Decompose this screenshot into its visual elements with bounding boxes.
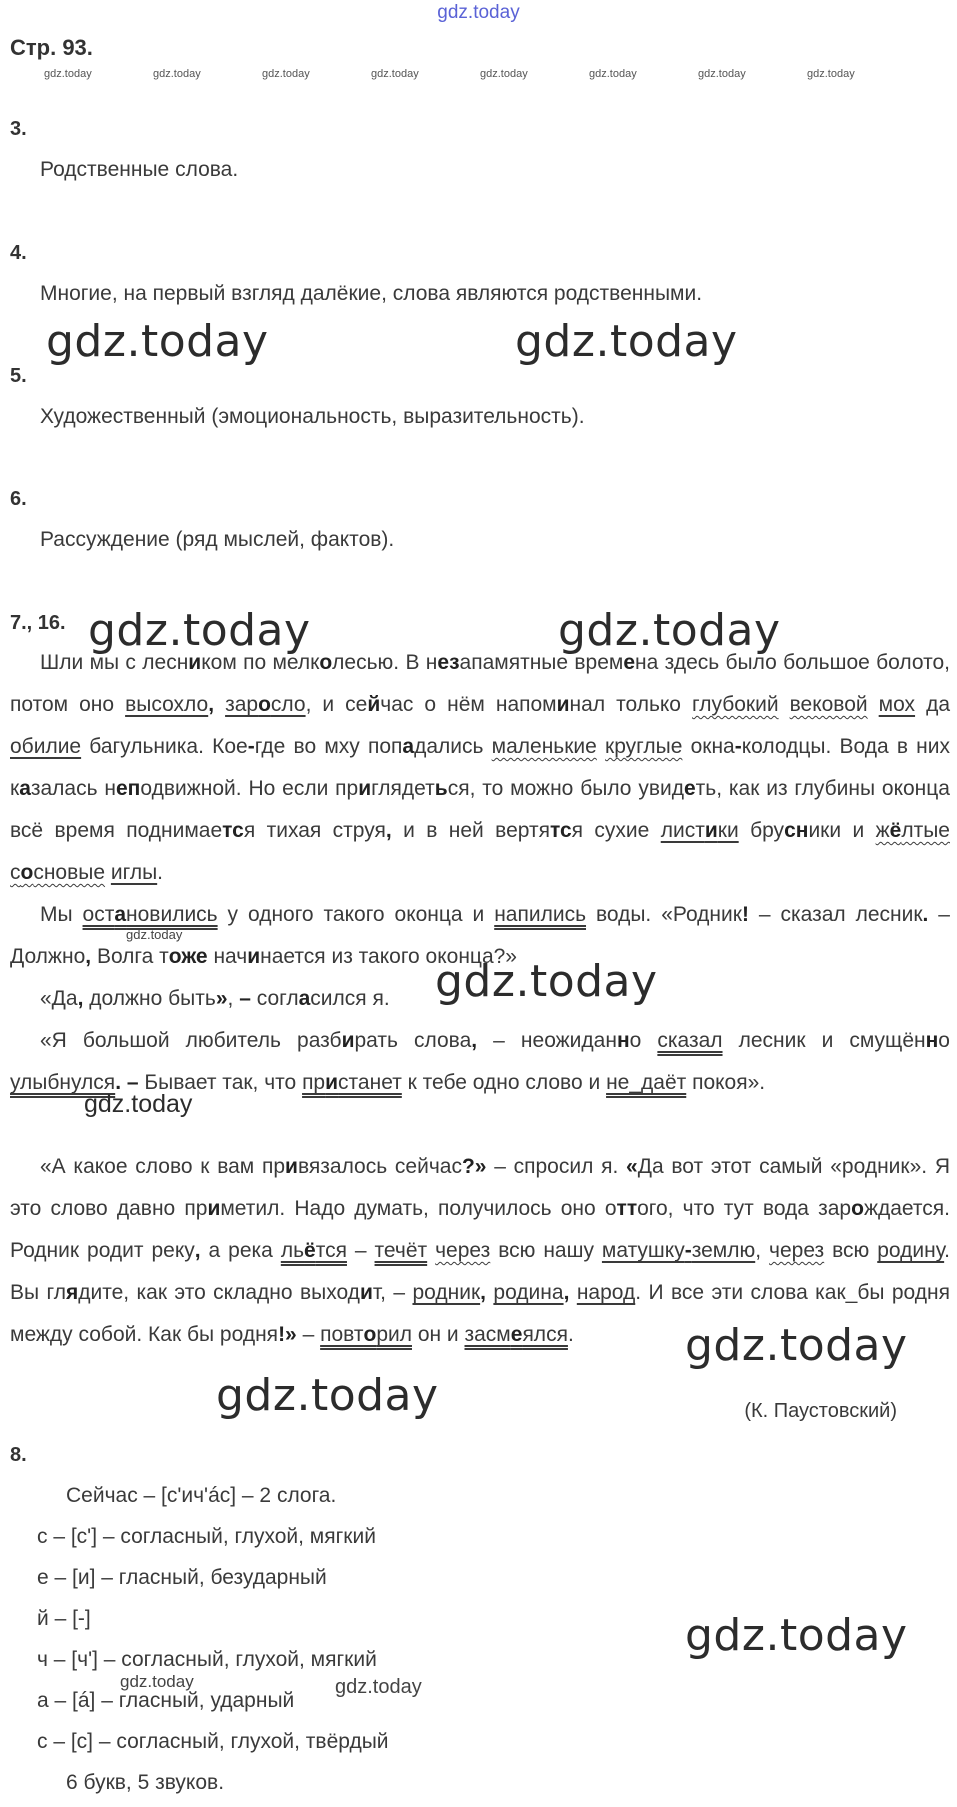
phonetic-line: е – [и] – гласный, безударный	[37, 1566, 327, 1589]
phonetic-line: й – [-]	[37, 1607, 91, 1630]
watermark-row	[44, 68, 916, 80]
watermark-large: gdz.today	[558, 605, 781, 656]
task-number: 7., 16.	[10, 612, 66, 634]
watermark-large: gdz.today	[685, 1610, 908, 1661]
text-paragraph: Мы остановились у одного такого оконца и напились воды. «Родник! – сказал лесник. – Должно, Волга тоже начинается из такого оконца?»	[10, 903, 950, 968]
text-paragraph: «А какое слово к вам привязалось сейчас?» – спросил я. «Да вот этот самый «родник». Я это слово давно приметил. Надо думать, получилось оно оттого, что тут вода зарождается. Родник родит реку, а река льётся – течёт через всю нашу матушку-землю, через всю родину. Вы глядите, как это складно выходит, – родник, родина, народ. И все эти слова как_бы родня между собой. Как бы родня!» – повторил он и засмеялся.	[10, 1155, 951, 1346]
watermark-medium: gdz.today	[84, 1090, 193, 1118]
watermark-large: gdz.today	[216, 1370, 439, 1421]
text-paragraph: «Да, должно быть», – согласился я.	[40, 987, 390, 1010]
task-number: 4.	[10, 242, 27, 264]
watermark-top: gdz.today	[437, 2, 520, 23]
watermark-small: gdz.today	[698, 68, 746, 80]
watermark-large: gdz.today	[685, 1320, 908, 1371]
watermark-large: gdz.today	[88, 605, 311, 656]
task-answer: Рассуждение (ряд мыслей, фактов).	[40, 528, 395, 551]
author-signature: (К. Паустовский)	[744, 1400, 897, 1422]
task-answer: Родственные слова.	[40, 158, 239, 181]
watermark-small: gdz.today	[153, 68, 201, 80]
watermark-large: gdz.today	[515, 316, 738, 367]
phonetic-line: ч – [ч'] – согласный, глухой, мягкий	[37, 1648, 377, 1671]
task-answer: Художественный (эмоциональность, выразительность).	[40, 405, 585, 428]
phonetic-line: 6 букв, 5 звуков.	[66, 1771, 225, 1794]
phonetic-line: а – [á] – гласный, ударный	[37, 1689, 295, 1712]
page-heading: Стр. 93.	[10, 35, 93, 60]
watermark-small: gdz.today	[262, 68, 310, 80]
watermark-large: gdz.today	[435, 956, 658, 1007]
phonetic-line: Сейчас – [с'ич'ác] – 2 слога.	[66, 1484, 337, 1507]
watermark-small: gdz.today	[44, 68, 92, 80]
watermark-small: gdz.today	[126, 927, 183, 942]
phonetic-line: с – [с] – согласный, глухой, твёрдый	[37, 1730, 389, 1753]
task-number: 6.	[10, 488, 27, 510]
task-answer: Многие, на первый взгляд далёкие, слова являются родственными.	[40, 282, 703, 305]
text-paragraph: «Я большой любитель разбирать слова, – неожиданно сказал лесник и смущённо улыбнулся. – Бывает так, что пристанет к тебе одно слово и не_даёт покоя».	[10, 1029, 950, 1094]
task-number: 5.	[10, 365, 27, 387]
watermark-small: gdz.today	[807, 68, 855, 80]
watermark-small: gdz.today	[335, 1676, 422, 1698]
watermark-small: gdz.today	[589, 68, 637, 80]
task-number: 8.	[10, 1444, 27, 1466]
text-paragraph: Шли мы с лесником по мелколесью. В незапамятные времена здесь было большое болото, потом оно высохло, заросло, и сейчас о нём напоминал только глубокий вековой мох да обилие багульника. Кое-где во мху попадались маленькие круглые окна-колодцы. Вода в них казалась неподвижной. Но если приглядеться, то можно было увидеть, как из глубины оконца всё время поднимается тихая струя, и в ней вертятся сухие листики брусники и жёлтые сосновые иглы.	[10, 651, 951, 884]
watermark-large: gdz.today	[46, 316, 269, 367]
watermark-small: gdz.today	[480, 68, 528, 80]
task-number: 3.	[10, 118, 27, 140]
phonetic-line: с – [с'] – согласный, глухой, мягкий	[37, 1525, 376, 1548]
watermark-small: gdz.today	[120, 1672, 194, 1691]
watermark-small: gdz.today	[371, 68, 419, 80]
